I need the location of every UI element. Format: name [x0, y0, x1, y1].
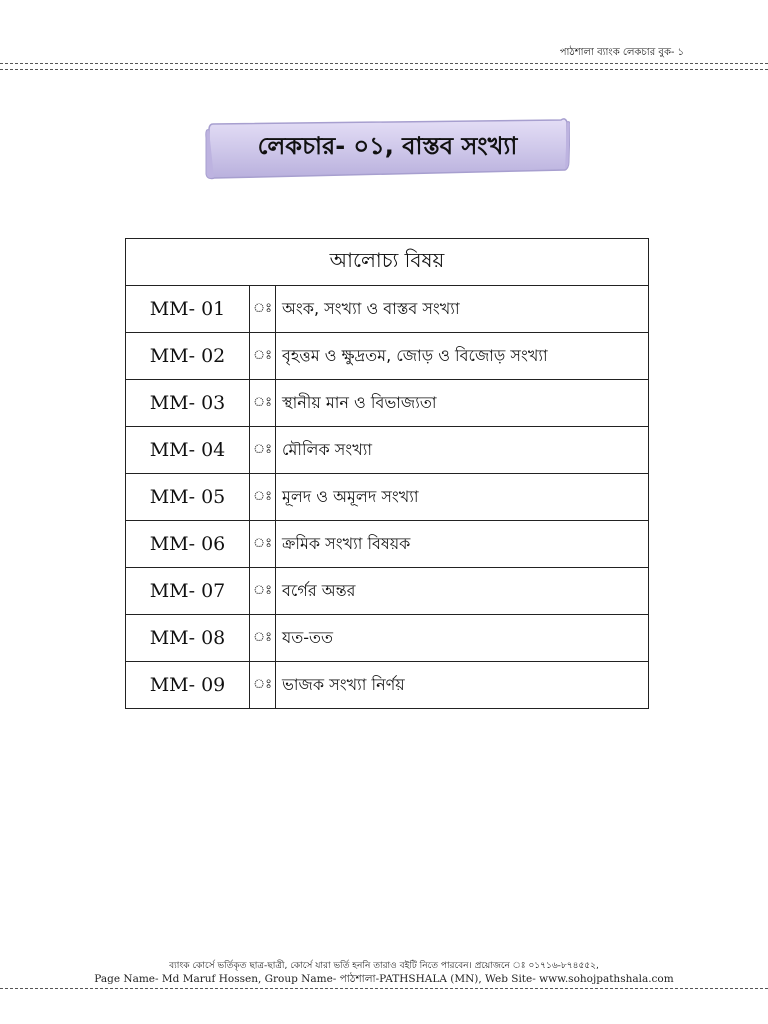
topic-title: অংক, সংখ্যা ও বাস্তব সংখ্যা	[276, 286, 649, 333]
topic-code: MM- 09	[126, 662, 250, 709]
lecture-title: লেকচার- ০১, বাস্তব সংখ্যা	[257, 132, 518, 160]
topic-code: MM- 02	[126, 333, 250, 380]
topic-title: মূলদ ও অমূলদ সংখ্যা	[276, 474, 649, 521]
topic-title: যত-তত	[276, 615, 649, 662]
separator: ঃ	[250, 662, 276, 709]
running-header: পাঠশালা ব্যাংক লেকচার বুক- ১	[559, 47, 684, 58]
table-row	[126, 662, 649, 709]
table-row	[126, 380, 649, 427]
table-row	[126, 333, 649, 380]
table-heading: আলোচ্য বিষয়	[126, 239, 649, 286]
topic-code: MM- 05	[126, 474, 250, 521]
separator: ঃ	[250, 474, 276, 521]
table-row	[126, 286, 649, 333]
topic-code: MM- 01	[126, 286, 250, 333]
separator: ঃ	[250, 286, 276, 333]
topic-title: বর্গের অন্তর	[276, 568, 649, 615]
topic-title: ক্রমিক সংখ্যা বিষয়ক	[276, 521, 649, 568]
topic-title: মৌলিক সংখ্যা	[276, 427, 649, 474]
header-divider-top	[0, 63, 768, 64]
lecture-banner	[205, 118, 570, 180]
footer-credits: Page Name- Md Maruf Hossen, Group Name- পাঠশালা-PATHSHALA (MN), Web Site- www.sohojpathshala.com	[94, 973, 674, 985]
footer-notice: ব্যাংক কোর্সে ভর্তিকৃত ছাত্র-ছাত্রী, কোর্সে যারা ভর্তি হননি তারাও বইটি নিতে পারবেন। প্রয়োজনে ঃ ০১৭১৬-৮৭৪৫৫২,	[169, 961, 599, 971]
topic-title: স্থানীয় মান ও বিভাজ্যতা	[276, 380, 649, 427]
separator: ঃ	[250, 380, 276, 427]
separator: ঃ	[250, 427, 276, 474]
topic-code: MM- 04	[126, 427, 250, 474]
table-header-row	[126, 239, 649, 286]
topic-title: বৃহত্তম ও ক্ষুদ্রতম, জোড় ও বিজোড় সংখ্যা	[276, 333, 649, 380]
table-row	[126, 427, 649, 474]
table-row	[126, 521, 649, 568]
topic-code: MM- 07	[126, 568, 250, 615]
table-row	[126, 474, 649, 521]
topic-title: ভাজক সংখ্যা নির্ণয়	[276, 662, 649, 709]
footer-divider	[0, 988, 768, 989]
topic-code: MM- 03	[126, 380, 250, 427]
separator: ঃ	[250, 615, 276, 662]
separator: ঃ	[250, 333, 276, 380]
table-row	[126, 568, 649, 615]
topic-code: MM- 08	[126, 615, 250, 662]
separator: ঃ	[250, 521, 276, 568]
topics-table	[125, 238, 649, 709]
header-divider-bottom	[0, 69, 768, 70]
table-row	[126, 615, 649, 662]
separator: ঃ	[250, 568, 276, 615]
topic-code: MM- 06	[126, 521, 250, 568]
